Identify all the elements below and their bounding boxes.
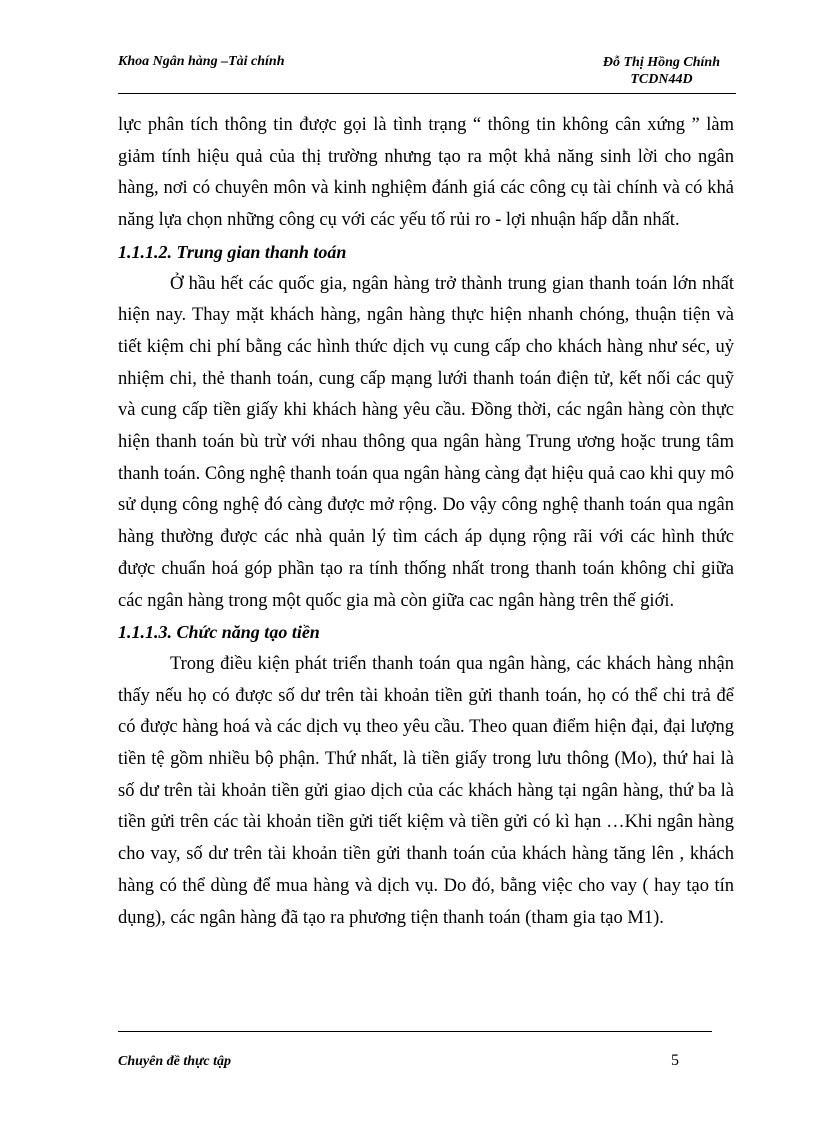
document-body	[118, 110, 734, 934]
page-number: 5	[671, 1052, 679, 1069]
header-author	[603, 54, 720, 88]
section-3-paragraph: Trong điều kiện phát triển thanh toán qua ngân hàng, các khách hàng nhận thấy nếu họ có được số dư trên tài khoản tiền gửi thanh toán, họ có thể chi trả để có được hàng hoá và các dịch vụ theo yêu cầu. Theo quan điểm hiện đại, đại lượng tiền tệ gồm nhiều bộ phận. Thứ nhất, là tiền giấy trong lưu thông (Mo), thứ hai là số dư trên tài khoản tiền gửi giao dịch của các khách hàng tại ngân hàng, thứ ba là tiền gửi trên các tài khoản tiền gửi tiết kiệm và tiền gửi có kì hạn …Khi ngân hàng cho vay, số dư trên tài khoản tiền gửi thanh toán của khách hàng tăng lên , khách hàng có thể dùng để mua hàng và dịch vụ. Do đó, bằng việc cho vay ( hay tạo tín dụng), các ngân hàng đã tạo ra phương tiện thanh toán (tham gia tạo M1).	[118, 653, 734, 928]
section-2-heading: 1.1.1.2. Trung gian thanh toán	[118, 241, 347, 262]
header-author-class: TCDN44D	[630, 72, 693, 87]
section-2-paragraph: Ở hầu hết các quốc gia, ngân hàng trở thành trung gian thanh toán lớn nhất hiện nay. Thay mặt khách hàng, ngân hàng thực hiện nhanh chóng, thuận tiện và tiết kiệm chi phí bằng các hình thức dịch vụ cung cấp cho khách hàng như séc, uỷ nhiệm chi, thẻ thanh toán, cung cấp mạng lưới thanh toán điện tử, kết nối các quỹ và cung cấp tiền giấy khi khách hàng yêu cầu. Đồng thời, các ngân hàng còn thực hiện thanh toán bù trừ với nhau thông qua ngân hàng Trung ương hoặc trung tâm thanh toán. Công nghệ thanh toán qua ngân hàng càng đạt hiệu quả cao khi quy mô sử dụng công nghệ đó càng được mở rộng. Do vậy công nghệ thanh toán qua ngân hàng thường được các nhà quản lý tìm cách áp dụng rộng rãi với các hình thức được chuẩn hoá góp phần tạo ra tính thống nhất trong thanh toán không chỉ giữa các ngân hàng trong một quốc gia mà còn giữa cac ngân hàng trên thế giới.	[118, 273, 735, 611]
footer-title: Chuyên đề thực tập	[118, 1054, 232, 1069]
footer-divider	[118, 1031, 712, 1032]
intro-paragraph: lực phân tích thông tin được gọi là tình trạng “ thông tin không cân xứng ” làm giảm tính hiệu quả của thị trường nhưng tạo ra một khả năng sinh lời cho ngân hàng, nơi có chuyên môn và kinh nghiệm đánh giá các công cụ tài chính và có khả năng lựa chọn những công cụ với các yếu tố rủi ro - lợi nhuận hấp dẫn nhất.	[118, 115, 734, 231]
header-faculty: Khoa Ngân hàng –Tài chính	[118, 54, 285, 69]
page-header	[118, 53, 736, 94]
header-author-name: Đỗ Thị Hồng Chính	[602, 55, 720, 70]
section-3-heading: 1.1.1.3. Chức năng tạo tiền	[118, 622, 320, 643]
